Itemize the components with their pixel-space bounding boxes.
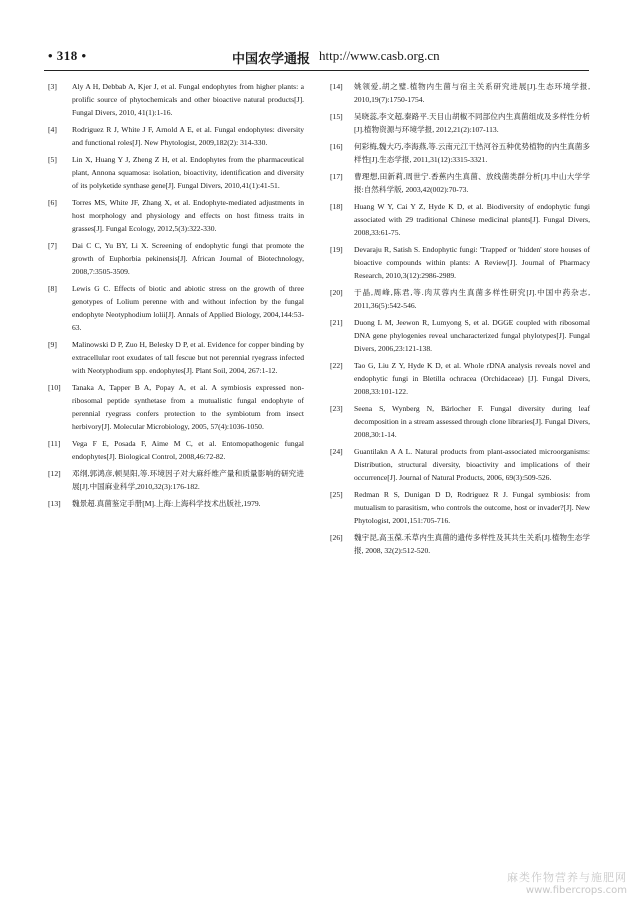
reference-entry bbox=[330, 170, 590, 196]
reference-number: [10] bbox=[48, 383, 61, 392]
reference-number: [19] bbox=[330, 245, 343, 254]
reference-text: 魏景超.真菌鉴定手册[M].上海:上海科学技术出版社,1979. bbox=[72, 499, 261, 508]
reference-text: 魏宇昆,高玉葆.禾草内生真菌的遗传多样性及其共生关系[J].植物生态学报, 2008, 32(2):512-520. bbox=[354, 533, 590, 555]
reference-number: [15] bbox=[330, 112, 343, 121]
reference-entry bbox=[330, 243, 590, 282]
reference-entry bbox=[48, 80, 304, 119]
reference-number: [17] bbox=[330, 172, 343, 181]
reference-text: Torres MS, White JF, Zhang X, et al. Endophyte-mediated adjustments in host morphology and physiology and effects on host fitness traits in grasses[J]. Fungal Ecology, 2012,5(3):322-330. bbox=[72, 198, 304, 233]
reference-number: [23] bbox=[330, 404, 343, 413]
reference-number: [26] bbox=[330, 533, 343, 542]
reference-entry bbox=[48, 497, 304, 510]
reference-entry bbox=[330, 359, 590, 398]
reference-text: Vega F E, Posada F, Aime M C, et al. Entomopathogenic fungal endophytes[J]. Biological Control, 2008,46:72-82. bbox=[72, 439, 304, 461]
reference-text: Huang W Y, Cai Y Z, Hyde K D, et al. Biodiversity of endophytic fungi associated with 29 traditional Chinese medicinal plants[J]. Fungal Divers, 2008,33:61-75. bbox=[354, 202, 590, 237]
references-left-column bbox=[48, 80, 304, 514]
reference-number: [12] bbox=[48, 469, 61, 478]
reference-number: [13] bbox=[48, 499, 61, 508]
watermark bbox=[507, 871, 627, 897]
reference-text: 邓纲,郭鸿彦,顿昊阳,等.环境因子对大麻纤维产量和质量影响的研究进展[J].中国麻业科学,2010,32(3):176-182. bbox=[72, 469, 304, 491]
reference-text: 姚领爱,胡之璧.植物内生菌与宿主关系研究进展[J].生态环境学报, 2010,19(7):1750-1754. bbox=[354, 82, 590, 104]
reference-entry bbox=[48, 153, 304, 192]
page-number: • 318 • bbox=[48, 48, 87, 63]
reference-number: [8] bbox=[48, 284, 57, 293]
reference-entry bbox=[330, 488, 590, 527]
reference-entry bbox=[330, 200, 590, 239]
reference-entry bbox=[330, 110, 590, 136]
reference-text: Lewis G C. Effects of biotic and abiotic stress on the growth of three genotypes of Lolium perenne with and without infection by the fungal endophyte Neotyphodium lolii[J]. Annals of Applied Biology, 2004,144:53-63. bbox=[72, 284, 304, 332]
reference-entry bbox=[330, 286, 590, 312]
reference-text: Devaraju R, Satish S. Endophytic fungi: 'Trapped' or 'hidden' store houses of bioactive compounds within plants: A Review[J]. Journal of Pharmacy Research, 2010,3(12):2986-2989. bbox=[354, 245, 590, 280]
reference-entry bbox=[48, 437, 304, 463]
reference-text: Malinowski D P, Zuo H, Belesky D P, et al. Evidence for copper binding by extracellular root exudates of tall fescue but not perennial ryegrass infected with Neotyphodium spp. endophytes[J]. Plant Soil, 2004, 267:1-12. bbox=[72, 340, 304, 375]
reference-number: [11] bbox=[48, 439, 61, 448]
reference-number: [7] bbox=[48, 241, 57, 250]
reference-number: [16] bbox=[330, 142, 343, 151]
reference-number: [22] bbox=[330, 361, 343, 370]
reference-text: 何彩梅,魏大巧,李海燕,等.云南元江干热河谷五种优势植物的内生真菌多样性[J].生态学报, 2011,31(12):3315-3321. bbox=[354, 142, 590, 164]
reference-entry bbox=[48, 282, 304, 334]
reference-entry bbox=[330, 80, 590, 106]
reference-number: [18] bbox=[330, 202, 343, 211]
watermark-title: 麻类作物营养与施肥网 bbox=[507, 871, 627, 884]
reference-text: Aly A H, Debbab A, Kjer J, et al. Fungal endophytes from higher plants: a prolific source of phytochemicals and other bioactive natural products[J]. Fungal Divers, 2010, 41(1):1-16. bbox=[72, 82, 304, 117]
journal-website: http://www.casb.org.cn bbox=[319, 48, 440, 63]
reference-text: Dai C C, Yu BY, Li X. Screening of endophytic fungi that promote the growth of Euphorbia pekinensis[J]. African Journal of Biotechnology, 2008,7:3505-3509. bbox=[72, 241, 304, 276]
reference-entry bbox=[48, 123, 304, 149]
reference-entry bbox=[330, 402, 590, 441]
reference-number: [6] bbox=[48, 198, 57, 207]
reference-entry bbox=[48, 338, 304, 377]
reference-number: [9] bbox=[48, 340, 57, 349]
reference-text: Seena S, Wynberg N, Bärlocher F. Fungal diversity during leaf decomposition in a stream assessed through clone libraries[J]. Fungal Divers, 2008,30:1-14. bbox=[354, 404, 590, 439]
journal-name: 中国农学通报 bbox=[232, 51, 311, 66]
reference-number: [3] bbox=[48, 82, 57, 91]
reference-entry bbox=[330, 140, 590, 166]
reference-entry bbox=[48, 381, 304, 433]
reference-entry bbox=[48, 239, 304, 278]
watermark-url: www.fibercrops.com bbox=[525, 885, 627, 896]
reference-text: Tao G, Liu Z Y, Hyde K D, et al. Whole rDNA analysis reveals novel and endophytic fungi in Bletilla ochracea (Orchidaceae) [J]. Fungal Divers, 2008,33:101-122. bbox=[354, 361, 590, 396]
reference-text: Rodriguez R J, White J F, Arnold A E, et al. Fungal endophytes: diversity and functional roles[J]. New Phytologist, 2009,182(2): 314-330. bbox=[72, 125, 304, 147]
reference-entry bbox=[330, 531, 590, 557]
reference-text: 曹理想,田新莉,周世宁.香蕉内生真菌、放线菌类群分析[J].中山大学学报:自然科学版, 2003,42(002):70-73. bbox=[354, 172, 590, 194]
reference-number: [20] bbox=[330, 288, 343, 297]
reference-text: Duong L M, Jeewon R, Lumyong S, et al. DGGE coupled with ribosomal DNA gene phylogenies reveal uncharacterized fungal phylotypes[J]. Fungal Divers, 2006,23:121-138. bbox=[354, 318, 590, 353]
reference-text: Guantilakn A A L. Natural products from plant-associated microorganisms: Distribution, structural diversity, bioactivity and implications of their occurrence[J]. Journal of Natural Products, 2006, 69(3):509-526. bbox=[354, 447, 590, 482]
reference-number: [25] bbox=[330, 490, 343, 499]
reference-number: [14] bbox=[330, 82, 343, 91]
reference-number: [24] bbox=[330, 447, 343, 456]
reference-number: [21] bbox=[330, 318, 343, 327]
reference-text: 吴晓蕊,李文超,秦路平.天目山胡椒不同部位内生真菌组成及多样性分析[J].植物资源与环境学报, 2012,21(2):107-113. bbox=[354, 112, 590, 134]
page-header bbox=[44, 48, 589, 71]
reference-entry bbox=[48, 196, 304, 235]
reference-number: [4] bbox=[48, 125, 57, 134]
references-right-column bbox=[330, 80, 590, 561]
reference-entry bbox=[330, 316, 590, 355]
reference-number: [5] bbox=[48, 155, 57, 164]
reference-entry bbox=[48, 467, 304, 493]
reference-text: Tanaka A, Tapper B A, Popay A, et al. A symbiosis expressed non-ribosomal peptide synthetase from a mutualistic fungal endophyte of perennial ryegrass confers protection to the symbiotum from insect herbivory[J]. Molecular Microbiology, 2005, 57(4):1036-1050. bbox=[72, 383, 304, 431]
reference-text: Lin X, Huang Y J, Zheng Z H, et al. Endophytes from the pharmaceutical plant, Annona squamosa: isolation, bioactivity, identification and diversity of its polyketide synthase gene[J]. Fungal Divers, 2010,41(1):41-51. bbox=[72, 155, 304, 190]
reference-entry bbox=[330, 445, 590, 484]
reference-text: 于晶,周峰,陈君,等.肉苁蓉内生真菌多样性研究[J].中国中药杂志, 2011,36(5):542-546. bbox=[354, 288, 590, 310]
reference-text: Redman R S, Dunigan D D, Rodriguez R J. Fungal symbiosis: from mutualism to parasitism, who controls the outcome, host or invader?[J]. New Phytologist, 2001,151:705-716. bbox=[354, 490, 590, 525]
